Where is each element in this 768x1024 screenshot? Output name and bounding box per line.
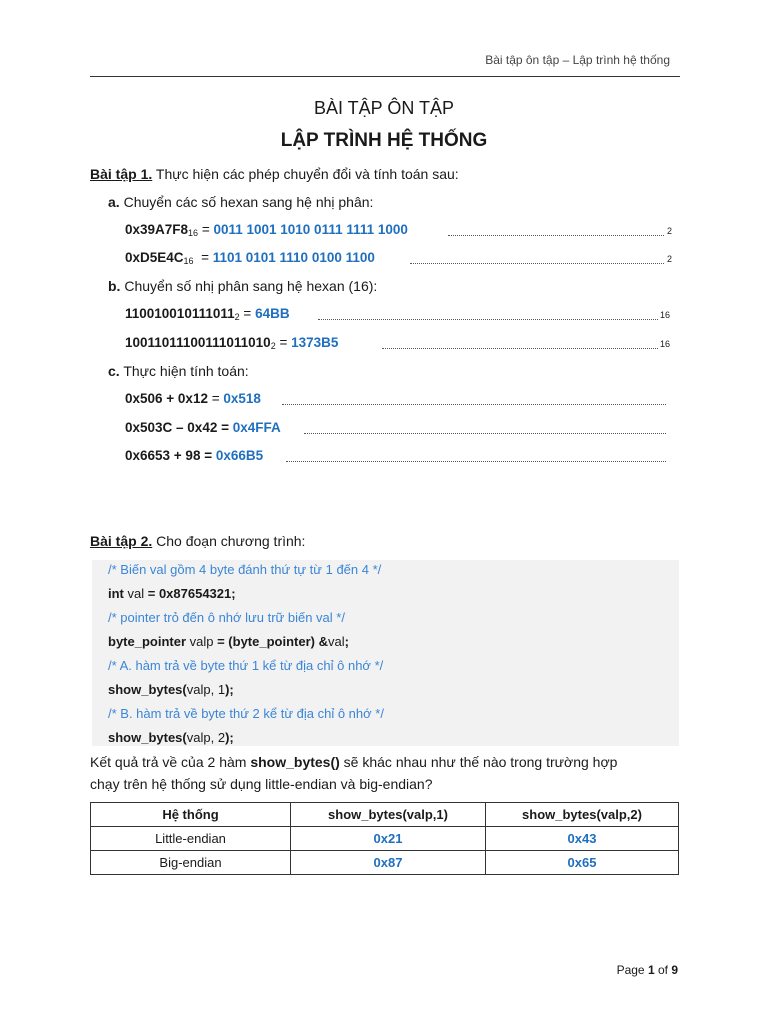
- code-expr: = (byte_pointer) &: [217, 634, 328, 649]
- item-value: 0xD5E4C: [125, 250, 184, 265]
- code-func: show_bytes(: [108, 682, 187, 697]
- code-comment: /* A. hàm trả về byte thứ 1 kể từ địa chỉ ô nhớ */: [108, 658, 384, 673]
- item-eq: =: [239, 306, 256, 321]
- table-cell: 0x87: [291, 851, 486, 875]
- code-punct: );: [225, 682, 234, 697]
- code-block: [92, 560, 679, 746]
- ex1-c-item-1: [125, 391, 261, 406]
- item-sub: 2: [234, 312, 240, 322]
- code-comment: /* Biến val gồm 4 byte đánh thứ tự từ 1 đến 4 */: [108, 562, 382, 577]
- ex1-a-heading: [108, 194, 373, 210]
- table-cell: 0x65: [486, 851, 679, 875]
- ex1-c-marker: c.: [108, 363, 120, 379]
- table-cell: 0x21: [291, 827, 486, 851]
- item-answer: 0011 1001 1010 0111 1111 1000: [213, 222, 408, 237]
- page-number: 1: [647, 963, 655, 977]
- question-text: Kết quả trả về của 2 hàm: [90, 754, 251, 770]
- ex1-c-text: Thực hiện tính toán:: [123, 363, 249, 379]
- dotted-fill: [382, 348, 658, 349]
- code-comment: /* B. hàm trả về byte thứ 2 kể từ địa chỉ ô nhớ */: [108, 706, 384, 721]
- dotted-fill: [410, 263, 664, 264]
- item-value: 10011011100111011010: [125, 335, 271, 350]
- ex2-question-line2: chạy trên hệ thống sử dụng little-endian và big-endian?: [90, 776, 433, 792]
- base-tail: 2: [667, 254, 673, 264]
- item-answer: 1373B5: [291, 335, 339, 350]
- item-eq: =: [198, 222, 214, 237]
- code-line: [108, 730, 234, 745]
- page-footer: [617, 963, 678, 977]
- table-header: show_bytes(valp,2): [486, 803, 679, 827]
- ex2-heading: [90, 533, 305, 549]
- ex1-heading: [90, 166, 459, 182]
- item-eq: =: [193, 250, 213, 265]
- code-line: [108, 634, 349, 649]
- code-line: [108, 682, 234, 697]
- ex1-intro: Thực hiện các phép chuyển đổi và tính toán sau:: [155, 166, 459, 182]
- item-expr: 0x506 + 0x12: [125, 391, 208, 406]
- dotted-fill: [318, 319, 658, 320]
- base-tail: 16: [660, 339, 671, 349]
- ex2-question-line1: [90, 754, 617, 770]
- item-answer: 64BB: [255, 306, 290, 321]
- item-answer: 0x4FFA: [232, 420, 281, 435]
- code-line: [108, 586, 236, 601]
- ex1-b-heading: [108, 278, 377, 294]
- item-answer: 1101 0101 1110 0100 1100: [212, 250, 375, 265]
- table-row: [91, 827, 679, 851]
- dotted-fill: [304, 433, 666, 434]
- code-args: valp, 1: [186, 682, 226, 697]
- endian-table: [90, 802, 679, 875]
- table-cell: 0x43: [486, 827, 679, 851]
- item-sub: 16: [183, 256, 194, 266]
- code-comment: /* pointer trỏ đến ô nhớ lưu trữ biến val */: [108, 610, 345, 625]
- ex1-c-heading: [108, 363, 249, 379]
- item-expr: 0x6653 + 98 =: [125, 448, 213, 463]
- ex1-b-item-2: [125, 335, 338, 351]
- item-sub: 2: [270, 341, 276, 351]
- code-expr: = 0x87654321;: [147, 586, 236, 601]
- doc-title: BÀI TẬP ÔN TẬP: [313, 98, 455, 118]
- header-rule: [90, 76, 680, 77]
- dotted-fill: [282, 404, 666, 405]
- code-func: show_bytes(: [108, 730, 187, 745]
- code-keyword: int: [108, 586, 124, 601]
- ex1-a-text: Chuyển các số hexan sang hệ nhị phân:: [123, 194, 374, 210]
- table-row: [91, 851, 679, 875]
- code-ident: val: [123, 586, 148, 601]
- ex1-b-text: Chuyển số nhị phân sang hệ hexan (16):: [124, 278, 378, 294]
- code-ident: valp: [186, 634, 218, 649]
- base-tail: 2: [667, 226, 673, 236]
- page-word: Page: [616, 963, 648, 977]
- code-punct: ;: [344, 634, 349, 649]
- ex1-a-item-1: [125, 222, 408, 238]
- question-func: show_bytes(): [250, 754, 340, 770]
- table-header: show_bytes(valp,1): [291, 803, 486, 827]
- table-header: Hệ thống: [91, 803, 291, 827]
- dotted-fill: [286, 461, 666, 462]
- ex2-intro: Cho đoạn chương trình:: [156, 533, 306, 549]
- of-word: of: [654, 963, 672, 977]
- ex1-b-marker: b.: [108, 278, 121, 294]
- table-cell: Little-endian: [91, 827, 291, 851]
- code-args: valp, 2: [186, 730, 226, 745]
- doc-subtitle: LẬP TRÌNH HỆ THỐNG: [280, 130, 488, 151]
- base-tail: 16: [660, 310, 671, 320]
- item-eq: =: [207, 391, 224, 406]
- running-header: Bài tập ôn tập – Lập trình hệ thống: [485, 53, 670, 67]
- code-type: byte_pointer: [108, 634, 187, 649]
- ex1-c-item-2: [125, 420, 281, 435]
- table-cell: Big-endian: [91, 851, 291, 875]
- item-eq: =: [275, 335, 292, 350]
- item-value: 110010010111011: [125, 306, 235, 321]
- code-ident: val: [327, 634, 345, 649]
- item-value: 0x39A7F8: [125, 222, 189, 237]
- ex1-b-item-1: [125, 306, 290, 322]
- ex1-a-marker: a.: [108, 194, 120, 210]
- ex2-label: Bài tập 2.: [90, 533, 153, 549]
- table-header-row: [91, 803, 679, 827]
- code-punct: );: [225, 730, 234, 745]
- question-text: sẽ khác nhau như thế nào trong trường hợp: [339, 754, 618, 770]
- item-answer: 0x518: [223, 391, 261, 406]
- ex1-c-item-3: [125, 448, 263, 463]
- item-sub: 16: [188, 228, 199, 238]
- item-answer: 0x66B5: [215, 448, 264, 463]
- ex1-label: Bài tập 1.: [90, 166, 153, 182]
- page-total: 9: [671, 963, 678, 977]
- dotted-fill: [448, 235, 664, 236]
- ex1-a-item-2: [125, 250, 375, 266]
- item-expr: 0x503C – 0x42 =: [125, 420, 229, 435]
